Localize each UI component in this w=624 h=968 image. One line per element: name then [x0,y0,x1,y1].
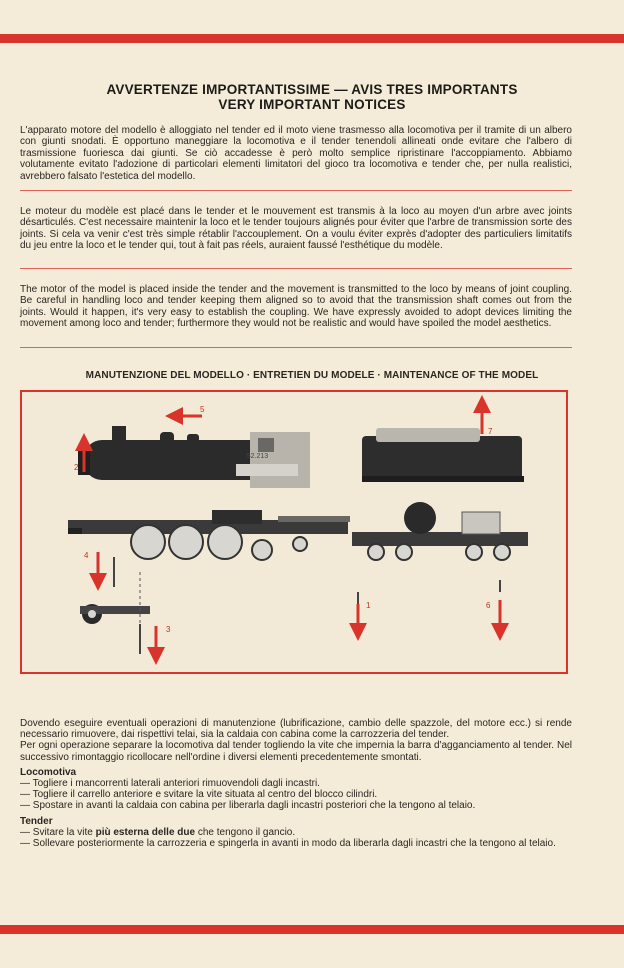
step-label: 5 [200,405,205,414]
exploded-view-illustration [22,392,566,672]
list-item: — Togliere il carrello anteriore e svitare la vite situata al centro del blocco cilindri. [20,789,572,800]
maintenance-intro-2: Per ogni operazione separare la locomotiva dal tender togliendo la vite che impernia la barra d'agganciamento al tender. Nel successivo rimontaggio ricollocare nell'ordine i diversi elementi precedentemente smontati. [20,740,572,763]
loco-boiler-cab [78,426,310,488]
maintenance-intro: Dovendo eseguire eventuali operazioni di manutenzione (lubrificazione, cambio delle spazzole, del motore ecc.) si rende necessario rimuovere, dai rispettivi telai, sia la caldaia con cabina come la carrozzeria del tender. [20,718,572,741]
step-label: 3 [166,625,171,634]
title-line-2: VERY IMPORTANT NOTICES [218,97,406,112]
list-item: — Spostare in avanti la caldaia con cabina per liberarla dagli incastri posteriori che la tengono al telaio. [20,800,572,811]
step-label: 2 [74,463,79,472]
list-item [20,827,572,838]
list-item-text: Svitare la vite [32,826,96,838]
section-heading-tender: Tender [20,815,53,827]
step-label: 7 [488,427,493,436]
list-item: — Sollevare posteriormente la carrozzeria e spingerla in avanti in modo da liberarla dagli incastri che la tengono al telaio. [20,838,572,849]
locomotiva-steps [20,778,572,812]
tender-body [362,428,524,482]
page-title [0,82,624,112]
step-label: 6 [486,601,491,610]
notice-french: Le moteur du modèle est placé dans le tender et le mouvement est transmis à la loco au moyen d'un arbre avec joints désarticulés. C'est necessaire maintenir la loco et le tender toujours alignés pour éviter que l'arbre de transmission sorte des joints. Si cela va venir c'est très simple rétablir l'accouplement. On a voulu éviter exprès d'adopter des particuliers limitatifs du jeu entre la loco et le tender qui, tout à fait pas réels, auraient faussé l'esthétique du modèle. [20,206,572,252]
top-red-band [0,34,624,43]
maintenance-instructions [20,718,572,849]
locomotive-number-plate: S2.213 [246,453,269,460]
notice-english: The motor of the model is placed inside the tender and the movement is transmitted to the loco by means of joint coupling. Be careful in handling loco and tender keeping them aligned so to avoid that the transmission shaft comes out from the joints. Would it happen, it's very easy to establish the coupling. We have expressly avoided to adopt devices limiting the movement among loco and tender; furthermore they would not be realistic and would have spoiled the model aesthetics. [20,284,572,330]
divider [20,347,572,348]
step-label: 4 [84,551,89,560]
maintenance-diagram [20,390,568,674]
step-label: 1 [366,601,371,610]
list-item-emphasis: più esterna delle due [95,826,196,838]
tender-chassis [352,502,528,560]
tender-steps [20,827,572,849]
section-heading-locomotiva: Locomotiva [20,766,77,778]
bottom-red-band [0,925,624,934]
list-item-text: che tengono il gancio. [195,826,296,838]
maintenance-title: MANUTENZIONE DEL MODELLO · ENTRETIEN DU MODELE · MAINTENANCE OF THE MODEL [85,370,539,381]
title-line-1: AVVERTENZE IMPORTANTISSIME — AVIS TRES IMPORTANTS [106,82,518,97]
loco-chassis [68,510,350,560]
divider [20,268,572,269]
divider [20,190,572,191]
notice-italian: L'apparato motore del modello è alloggiato nel tender ed il moto viene trasmesso alla locomotiva per il tramite di un albero con giunti snodati. È opportuno maneggiare la locomotiva e il tender tenendoli allineati onde evitare che l'albero di trasmissione fuoriesca dai giunti. Se ciò accadesse è però molto semplice ripristinare l'accoppiamento. Abbiamo volutamente evitato l'adozione di particolari elementi limitatori del gioco tra locomotiva e tender che, per nulla realistici, avrebbero falsato l'estetica del modello. [20,125,572,182]
list-item: — Togliere i mancorrenti laterali anteriori rimuovendoli dagli incastri. [20,778,572,789]
